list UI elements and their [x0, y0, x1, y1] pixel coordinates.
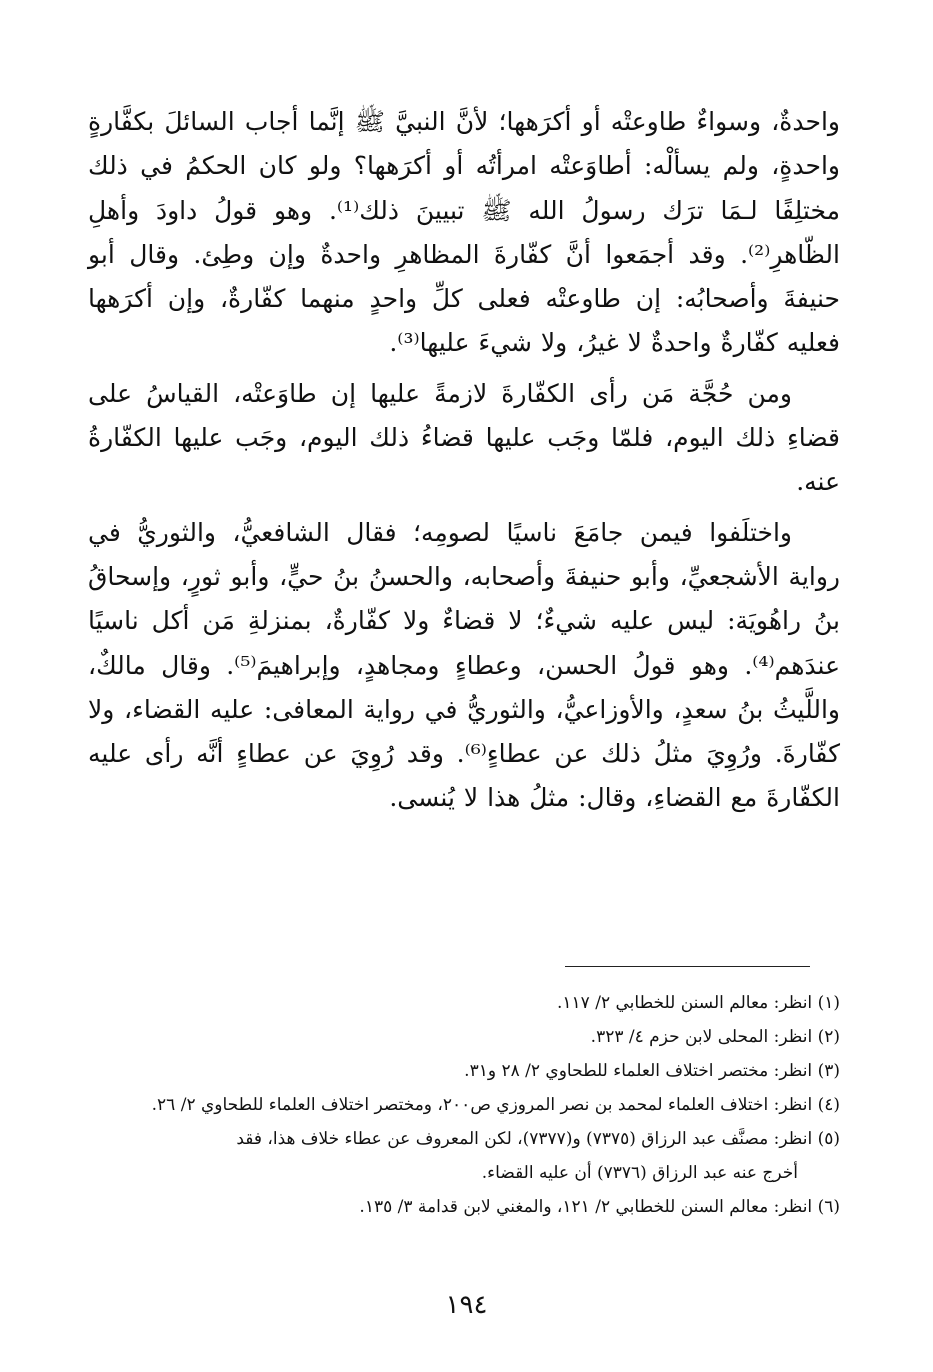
footnote-1: [100, 986, 840, 1020]
footnote-text: انظر: معالم السنن للخطابي ٢/ ١٢١، والمغني لابن قدامة ٣/ ١٣٥.: [359, 1197, 813, 1217]
footnote-number: (١): [817, 993, 840, 1013]
footnote-6: [100, 1190, 840, 1224]
footnote-text: انظر: مصنَّف عبد الرزاق (٧٣٧٥) و(٧٣٧٧)، لكن المعروف عن عطاء خلاف هذا، فقد: [236, 1129, 813, 1149]
footnote-text: انظر: المحلى لابن حزم ٤/ ٣٢٣.: [590, 1027, 813, 1047]
footnote-text: انظر: اختلاف العلماء لمحمد بن نصر المروزي ص٢٠٠، ومختصر اختلاف العلماء للطحاوي ٢/ ٢٦.: [151, 1095, 813, 1115]
main-text: [88, 100, 840, 825]
footnote-number: (٤): [817, 1095, 840, 1115]
footnote-2: [100, 1020, 840, 1054]
footnotes: [100, 986, 840, 1224]
footnote-4: [100, 1088, 840, 1122]
footnote-text: انظر: مختصر اختلاف العلماء للطحاوي ٢/ ٢٨ و٣١.: [464, 1061, 813, 1081]
footnote-text: انظر: معالم السنن للخطابي ٢/ ١١٧.: [557, 993, 813, 1013]
footnote-5: [100, 1122, 840, 1190]
footnote-3: [100, 1054, 840, 1088]
footnote-number: (٢): [817, 1027, 840, 1047]
footnote-divider: [565, 966, 810, 967]
footnote-continuation: أخرج عنه عبد الرزاق (٧٣٧٦) أن عليه القضاء.: [481, 1163, 798, 1183]
footnote-number: (٥): [817, 1129, 840, 1149]
footnote-number: (٦): [817, 1197, 840, 1217]
paragraph-1: واحدةٌ، وسواءٌ طاوعتْه أو أكرَهها؛ لأنَّ النبيَّ ﷺ إنَّما أجاب السائلَ بكفَّارةٍ واحدةٍ، ولم يسألْه: أطاوَعتْه امرأتُه أو أكرَهها؟ ولو كان الحكمُ في ذلك مختلِفًا لـمَا ترَك رسولُ الله ﷺ تبيينَ ذلك⁽¹⁾. وهو قولُ داودَ وأهلِ الظّاهرِ⁽²⁾. وقد أجمَعوا أنَّ كفّارةَ المظاهرِ واحدةٌ وإن وطِئ. وقال أبو حنيفةَ وأصحابُه: إن طاوعتْه فعلى كلِّ واحدٍ منهما كفّارةٌ، وإن أكرَهها فعليه كفّارةٌ واحدةٌ لا غيرُ، ولا شيءَ عليها⁽³⁾.: [88, 107, 841, 358]
paragraph-3: واختلَفوا فيمن جامَعَ ناسيًا لصومِه؛ فقال الشافعيُّ، والثوريُّ في رواية الأشجعيِّ، وأبو حنيفةَ وأصحابه، والحسنُ بنُ حيٍّ، وأبو ثورٍ، وإسحاقُ بنُ راهُويَة: ليس عليه شيءٌ؛ لا قضاءٌ ولا كفّارةٌ، بمنزلةِ مَن أكل ناسيًا عندَهم⁽⁴⁾. وهو قولُ الحسن، وعطاءٍ ومجاهدٍ، وإبراهيمَ⁽⁵⁾. وقال مالكٌ، واللَّيثُ بنُ سعدٍ، والأوزاعيُّ، والثوريُّ في رواية المعافى: عليه القضاء، ولا كفّارةَ. ورُوِيَ مثلُ ذلك عن عطاءٍ⁽⁶⁾. وقد رُوِيَ عن عطاءٍ أنَّه رأى عليه الكفّارةَ مع القضاءِ، وقال: مثلُ هذا لا يُنسى.: [88, 517, 840, 813]
footnote-number: (٣): [817, 1061, 840, 1081]
paragraph-2: ومن حُجَّة مَن رأى الكفّارةَ لازمةً عليها إن طاوَعتْه، القياسُ على قضاءِ ذلك اليوم، فلمّا وجَب عليها قضاءُ ذلك اليوم، وجَب عليها الكفّارةُ عنه.: [88, 378, 840, 497]
page-number: ١٩٤: [445, 1290, 488, 1320]
